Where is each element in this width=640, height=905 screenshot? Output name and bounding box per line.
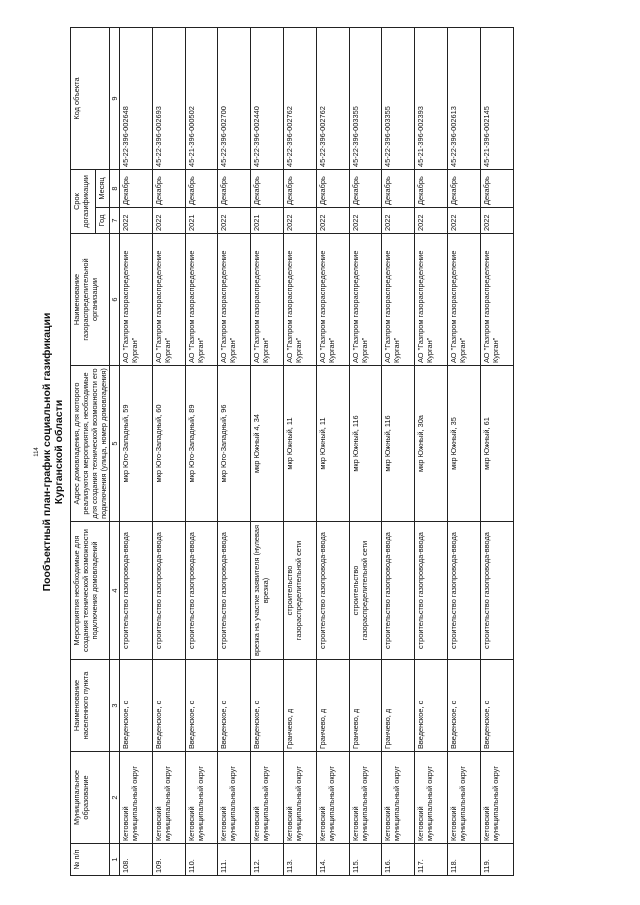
header-measures: Мероприятия необходимые для создания технической возможности подключения домовладений (71, 522, 110, 660)
address-cell: мкр Юго-Западный, 96 (218, 366, 251, 522)
municipality-cell: Кетовский муниципальный округ (447, 752, 480, 844)
year-cell: 2022 (480, 208, 513, 234)
settlement-cell: Введенское, с (152, 660, 185, 752)
address-cell: мкр Южный, 116 (382, 366, 415, 522)
settlement-cell: Введенское, с (120, 660, 153, 752)
title-line-1: Пообъектный план-график социальной газификации (41, 312, 53, 592)
index-cell: 7 (110, 208, 120, 234)
header-org: Наименование газораспределительной организации (71, 234, 110, 366)
header-code: Код объекта (71, 28, 110, 170)
header-municipality: Муниципальное образование (71, 752, 110, 844)
page-number: 114 (34, 447, 40, 457)
org-cell: АО "Газпром газораспределение Курган" (120, 234, 153, 366)
object-code-cell: 45-22-396-002693 (152, 28, 185, 170)
month-cell: Декабрь (382, 170, 415, 208)
org-cell: АО "Газпром газораспределение Курган" (251, 234, 284, 366)
month-cell: Декабрь (316, 170, 349, 208)
index-cell: 5 (110, 366, 120, 522)
column-index-row (110, 28, 120, 876)
table-row (152, 28, 185, 876)
table-row (218, 28, 251, 876)
address-cell: мкр Юго-Западный, 60 (152, 366, 185, 522)
measures-cell: строительство газопровода-ввода (152, 522, 185, 660)
row-number: 116. (382, 844, 415, 876)
org-cell: АО "Газпром газораспределение Курган" (480, 234, 513, 366)
row-number: 117. (415, 844, 448, 876)
settlement-cell: Введенское, с (480, 660, 513, 752)
municipality-cell: Кетовский муниципальный округ (185, 752, 218, 844)
measures-cell: строительство газопровода-ввода (447, 522, 480, 660)
org-cell: АО "Газпром газораспределение Курган" (316, 234, 349, 366)
index-cell: 3 (110, 660, 120, 752)
month-cell: Декабрь (218, 170, 251, 208)
settlement-cell: Введенское, с (251, 660, 284, 752)
month-cell: Декабрь (251, 170, 284, 208)
measures-cell: строительство газопровода-ввода (382, 522, 415, 660)
object-code-cell: 45-22-396-002700 (218, 28, 251, 170)
index-cell: 6 (110, 234, 120, 366)
index-cell: 1 (110, 844, 120, 876)
month-cell: Декабрь (349, 170, 382, 208)
row-number: 113. (283, 844, 316, 876)
year-cell: 2022 (152, 208, 185, 234)
org-cell: АО "Газпром газораспределение Курган" (283, 234, 316, 366)
row-number: 115. (349, 844, 382, 876)
month-cell: Декабрь (480, 170, 513, 208)
row-number: 114. (316, 844, 349, 876)
header-row-1 (71, 28, 96, 876)
measures-cell: строительство газораспределительной сети (349, 522, 382, 660)
address-cell: мкр Южный, 11 (283, 366, 316, 522)
municipality-cell: Кетовский муниципальный округ (283, 752, 316, 844)
header-year: Год (95, 208, 109, 234)
month-cell: Декабрь (447, 170, 480, 208)
object-code-cell: 45-21-396-002145 (480, 28, 513, 170)
year-cell: 2022 (283, 208, 316, 234)
index-cell: 8 (110, 170, 120, 208)
page-title (41, 22, 65, 882)
municipality-cell: Кетовский муниципальный округ (251, 752, 284, 844)
measures-cell: врезка на участке заявителя (нулевая врезка) (251, 522, 284, 660)
municipality-cell: Кетовский муниципальный округ (382, 752, 415, 844)
settlement-cell: Гранчево, д (283, 660, 316, 752)
measures-cell: строительство газопровода-ввода (185, 522, 218, 660)
municipality-cell: Кетовский муниципальный округ (316, 752, 349, 844)
municipality-cell: Кетовский муниципальный округ (218, 752, 251, 844)
table-row (316, 28, 349, 876)
index-cell: 9 (110, 28, 120, 170)
table-row (415, 28, 448, 876)
row-number: 119. (480, 844, 513, 876)
address-cell: мкр Южный, 61 (480, 366, 513, 522)
object-code-cell: 45-22-396-002648 (120, 28, 153, 170)
month-cell: Декабрь (152, 170, 185, 208)
object-code-cell: 45-21-396-000502 (185, 28, 218, 170)
header-num: № п/п (71, 844, 110, 876)
table-row (349, 28, 382, 876)
settlement-cell: Гранчево, д (349, 660, 382, 752)
settlement-cell: Гранчево, д (316, 660, 349, 752)
year-cell: 2022 (415, 208, 448, 234)
header-address: Адрес домовладения, для которого реализуются мероприятия, необходимые для создания технической возможности его подключения (улица, номер домовладения) (71, 366, 110, 522)
address-cell: мкр Южный, 30а (415, 366, 448, 522)
municipality-cell: Кетовский муниципальный округ (152, 752, 185, 844)
month-cell: Декабрь (120, 170, 153, 208)
year-cell: 2022 (120, 208, 153, 234)
measures-cell: строительство газопровода-ввода (316, 522, 349, 660)
table-row (185, 28, 218, 876)
row-number: 108. (120, 844, 153, 876)
year-cell: 2021 (185, 208, 218, 234)
header-month: Месяц (95, 170, 109, 208)
row-number: 118. (447, 844, 480, 876)
measures-cell: строительство газопровода-ввода (120, 522, 153, 660)
table-row (283, 28, 316, 876)
municipality-cell: Кетовский муниципальный округ (480, 752, 513, 844)
year-cell: 2022 (316, 208, 349, 234)
object-code-cell: 45-22-396-002762 (316, 28, 349, 170)
org-cell: АО "Газпром газораспределение Курган" (382, 234, 415, 366)
org-cell: АО "Газпром газораспределение Курган" (218, 234, 251, 366)
year-cell: 2022 (218, 208, 251, 234)
title-line-2: Курганской области (53, 399, 65, 505)
object-code-cell: 45-22-396-002613 (447, 28, 480, 170)
settlement-cell: Гранчево, д (382, 660, 415, 752)
table-row (447, 28, 480, 876)
org-cell: АО "Газпром газораспределение Курган" (185, 234, 218, 366)
measures-cell: строительство газопровода-ввода (480, 522, 513, 660)
measures-cell: строительство газопровода-ввода (415, 522, 448, 660)
org-cell: АО "Газпром газораспределение Курган" (349, 234, 382, 366)
row-number: 111. (218, 844, 251, 876)
gasification-table (70, 27, 514, 876)
object-code-cell: 45-21-396-002393 (415, 28, 448, 170)
address-cell: мкр Южный, 35 (447, 366, 480, 522)
address-cell: мкр Южный 4, 34 (251, 366, 284, 522)
settlement-cell: Введенское, с (447, 660, 480, 752)
address-cell: мкр Юго-Западный, 89 (185, 366, 218, 522)
settlement-cell: Введенское, с (415, 660, 448, 752)
header-deadline: Срок догазификации (71, 170, 96, 234)
table-row (480, 28, 513, 876)
org-cell: АО "Газпром газораспределение Курган" (447, 234, 480, 366)
address-cell: мкр Юго-Западный, 59 (120, 366, 153, 522)
address-cell: мкр Южный, 116 (349, 366, 382, 522)
year-cell: 2021 (251, 208, 284, 234)
month-cell: Декабрь (283, 170, 316, 208)
row-number: 109. (152, 844, 185, 876)
document-page (30, 22, 610, 882)
municipality-cell: Кетовский муниципальный округ (415, 752, 448, 844)
settlement-cell: Введенское, с (185, 660, 218, 752)
object-code-cell: 45-22-396-003355 (349, 28, 382, 170)
table-row (120, 28, 153, 876)
org-cell: АО "Газпром газораспределение Курган" (152, 234, 185, 366)
month-cell: Декабрь (185, 170, 218, 208)
row-number: 112. (251, 844, 284, 876)
org-cell: АО "Газпром газораспределение Курган" (415, 234, 448, 366)
header-settlement: Наименование населенного пункта (71, 660, 110, 752)
month-cell: Декабрь (415, 170, 448, 208)
object-code-cell: 45-22-396-003355 (382, 28, 415, 170)
measures-cell: строительство газораспределительной сети (283, 522, 316, 660)
index-cell: 2 (110, 752, 120, 844)
municipality-cell: Кетовский муниципальный округ (349, 752, 382, 844)
table-row (251, 28, 284, 876)
municipality-cell: Кетовский муниципальный округ (120, 752, 153, 844)
index-cell: 4 (110, 522, 120, 660)
year-cell: 2022 (382, 208, 415, 234)
object-code-cell: 45-22-396-002440 (251, 28, 284, 170)
settlement-cell: Введенское, с (218, 660, 251, 752)
row-number: 110. (185, 844, 218, 876)
object-code-cell: 45-22-396-002762 (283, 28, 316, 170)
table-row (382, 28, 415, 876)
year-cell: 2022 (349, 208, 382, 234)
address-cell: мкр Южный, 11 (316, 366, 349, 522)
year-cell: 2022 (447, 208, 480, 234)
measures-cell: строительство газопровода-ввода (218, 522, 251, 660)
